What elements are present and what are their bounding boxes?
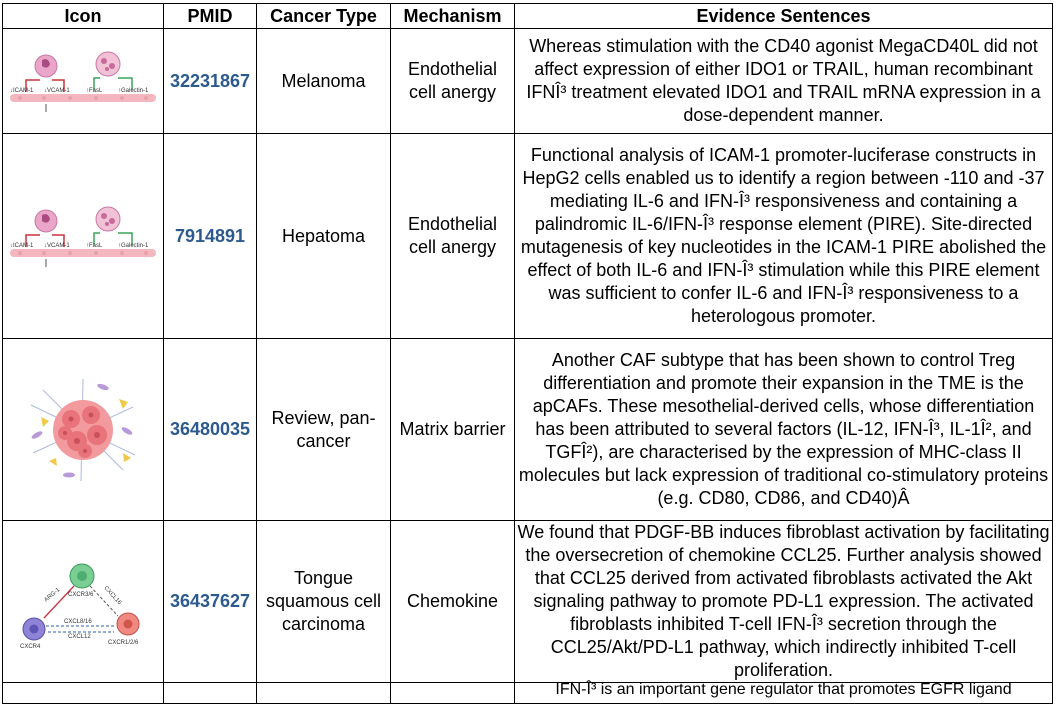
cancer-type: Hepatoma	[257, 134, 391, 339]
evidence-text: Whereas stimulation with the CD40 agonist MegaCD40L did not affect expression of either IDO1 or TRAIL, human recombinant IFNÎ³ treatment elevated IDO1 and TRAIL mRNA expression in a dose-dependent manner.	[515, 29, 1053, 134]
icon-label: ↑FasL	[86, 88, 103, 94]
evidence-text	[515, 683, 1053, 704]
table-row	[3, 339, 1053, 521]
icon-label: ↑Galectin-1	[118, 88, 149, 94]
mechanism: Endothelial cell anergy	[391, 29, 515, 134]
icon-label: ↓VCAM-1	[44, 88, 70, 94]
pmid-link[interactable]: 7914891	[164, 134, 257, 339]
header-evidence: Evidence Sentences	[515, 4, 1053, 29]
matrix-barrier-icon	[23, 375, 143, 485]
icon-label: ↑Galectin-1	[118, 243, 149, 249]
icon-cell	[3, 683, 164, 704]
cancer-type: Review, pan-cancer	[257, 339, 391, 521]
icon-label: ↑FasL	[86, 243, 103, 249]
pmid-link	[164, 683, 257, 704]
icon-label: ↓VCAM-1	[44, 243, 70, 249]
icon-label: CXCL8/16	[64, 618, 92, 625]
mechanism: Matrix barrier	[391, 339, 515, 521]
mechanism	[391, 683, 515, 704]
evidence-text: Functional analysis of ICAM-1 promoter-luciferase constructs in HepG2 cells enabled us to identify a region between -110 and -37 mediating IL-6 and IFN-Î³ responsiveness and containing a palindromic IL-6/IFN-Î³ response element (PIRE). Site-directed mutagenesis of key nucleotides in the ICAM-1 PIRE abolished the effect of both IL-6 and IFN-Î³ stimulation while this PIRE element was sufficient to confer IL-6 and IFN-Î³ responsiveness to a heterologous promoter.	[515, 134, 1053, 339]
icon-label: CXCL12	[68, 633, 91, 640]
header-pmid: PMID	[164, 4, 257, 29]
evidence-text: We found that PDGF-BB induces fibroblast activation by facilitating the oversecretion of chemokine CCL25. Further analysis showed that CCL25 derived from activated fibroblasts activated the Akt signaling pathway to promote PD-L1 expression. The activated fibroblasts inhibited T-cell IFN-Î³ secretion through the CCL25/Akt/PD-L1 pathway, which indirectly inhibited T-cell proliferation.	[515, 521, 1053, 683]
header-icon: Icon	[3, 4, 164, 29]
header-mechanism: Mechanism	[391, 4, 515, 29]
icon-label: CXCL16	[102, 584, 123, 606]
pmid-link[interactable]: 32231867	[164, 29, 257, 134]
table-row	[3, 521, 1053, 683]
mechanism: Endothelial cell anergy	[391, 134, 515, 339]
icon-cell	[3, 29, 164, 134]
cancer-type	[257, 683, 391, 704]
icon-label: ↓ICAM-1	[10, 88, 34, 94]
chemokine-icon	[8, 552, 158, 652]
pmid-link[interactable]: 36437627	[164, 521, 257, 683]
table-row	[3, 29, 1053, 134]
icon-label: CXCR3/6	[68, 591, 94, 598]
icon-cell	[3, 521, 164, 683]
mechanism: Chemokine	[391, 521, 515, 683]
endothelial-anergy-icon	[8, 46, 158, 116]
table-row	[3, 683, 1053, 704]
icon-label: ARG-1	[43, 586, 62, 604]
evidence-table	[2, 3, 1053, 704]
cancer-type: Tongue squamous cell carcinoma	[257, 521, 391, 683]
icon-label: CXCR4	[20, 643, 41, 650]
header-cancer-type: Cancer Type	[257, 4, 391, 29]
icon-cell	[3, 134, 164, 339]
table-row	[3, 134, 1053, 339]
evidence-text-partial: IFN-Î³ is an important gene regulator that promotes EGFR ligand	[555, 681, 1012, 698]
endothelial-anergy-icon	[8, 201, 158, 271]
evidence-text: Another CAF subtype that has been shown to control Treg differentiation and promote their expansion in the TME is the apCAFs. These mesothelial-derived cells, whose differentiation has been attributed to several factors (IL-12, IFN-Î³, IL-1Î², and TGFÎ²), are characterised by the expression of MHC-class II molecules but lack expression of traditional co-stimulatory proteins (e.g. CD80, CD86, and CD40)Â	[515, 339, 1053, 521]
icon-label: CXCR1/2/6	[108, 639, 139, 646]
icon-label: ↓ICAM-1	[10, 243, 34, 249]
cancer-type: Melanoma	[257, 29, 391, 134]
header-row	[3, 4, 1053, 29]
icon-cell	[3, 339, 164, 521]
pmid-link[interactable]: 36480035	[164, 339, 257, 521]
